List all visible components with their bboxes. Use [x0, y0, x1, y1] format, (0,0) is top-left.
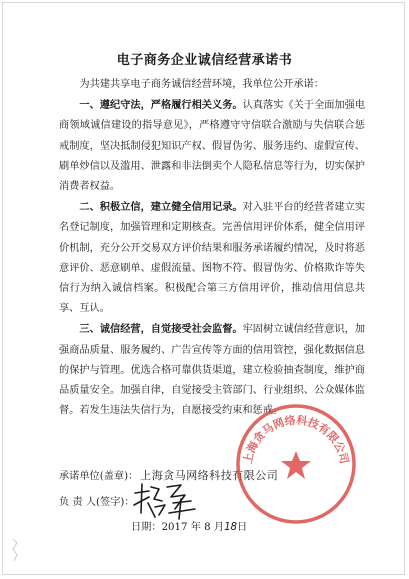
- unit-label: 承诺单位(盖章)：: [59, 471, 139, 482]
- seal-text: 上海贪马网络科技有限公司: [241, 413, 351, 466]
- date-printed: 2017 年 8 月: [161, 522, 225, 533]
- section-2-heading: 二、积极立信，建立健全信用记录。: [79, 201, 243, 214]
- section-1-text: 认真落实《关于全面加强电商领域诚信建设的指导意见》，严格遵守守信联合激励与失信联合惩戒制度，坚决抵制侵犯知识产权、假冒伪劣、服务违约、虚假宣传、刷单炒信以及滥用、泄露和非法倒卖个人隐私信息等行为，切实保护消费者权益。: [59, 100, 366, 193]
- signature-image: [129, 479, 199, 521]
- document-body: [59, 75, 365, 421]
- date-suffix: 日: [237, 522, 248, 533]
- section-3-text: 牢固树立诚信经营意识，加强商品质量、服务履约、广告宣传等方面的信用管控，强化数据信息的保护与管理。优选合格可靠供货渠道，建立检验抽查制度，维护商品质量安全。加强自律，自觉接受主管部门、行业组织、公众媒体监督。若发生违法失信行为，自愿接受约束和惩戒。: [59, 324, 366, 417]
- margin-mark: [11, 537, 19, 563]
- date-label: 日期：: [131, 522, 162, 533]
- unit-name-handwritten: 上海贪马网络科技有限公司: [140, 469, 279, 482]
- section-1: [59, 95, 365, 197]
- section-3-heading: 三、诚信经营，自觉接受社会监督。: [79, 323, 243, 336]
- document-page: [2, 2, 405, 575]
- company-seal-image: [231, 399, 361, 529]
- date-day-handwritten: 18: [224, 522, 238, 533]
- section-2-text: 对入驻平台的经营者建立实名登记制度，加强管理和定期核查。完善信用评价体系，健全信用评价机制，充分公开交易双方评价结果和服务承诺履约情况，及时将恶意评价、恶意刷单、虚假流量、图物不符、假冒伪劣、价格欺诈等失信行为纳入诚信档案。积极配合第三方信用评价，推动信用信息共享、互认。: [59, 202, 366, 315]
- person-label: 负 责 人(签字)：: [59, 497, 135, 508]
- section-2: [59, 197, 365, 319]
- section-1-heading: 一、遵纪守法，严格履行相关义务。: [79, 99, 243, 112]
- intro-paragraph: 为共建共享电子商务诚信经营环境，我单位公开承诺：: [79, 79, 324, 90]
- document-title: 电子商务企业诚信经营承诺书: [116, 53, 293, 68]
